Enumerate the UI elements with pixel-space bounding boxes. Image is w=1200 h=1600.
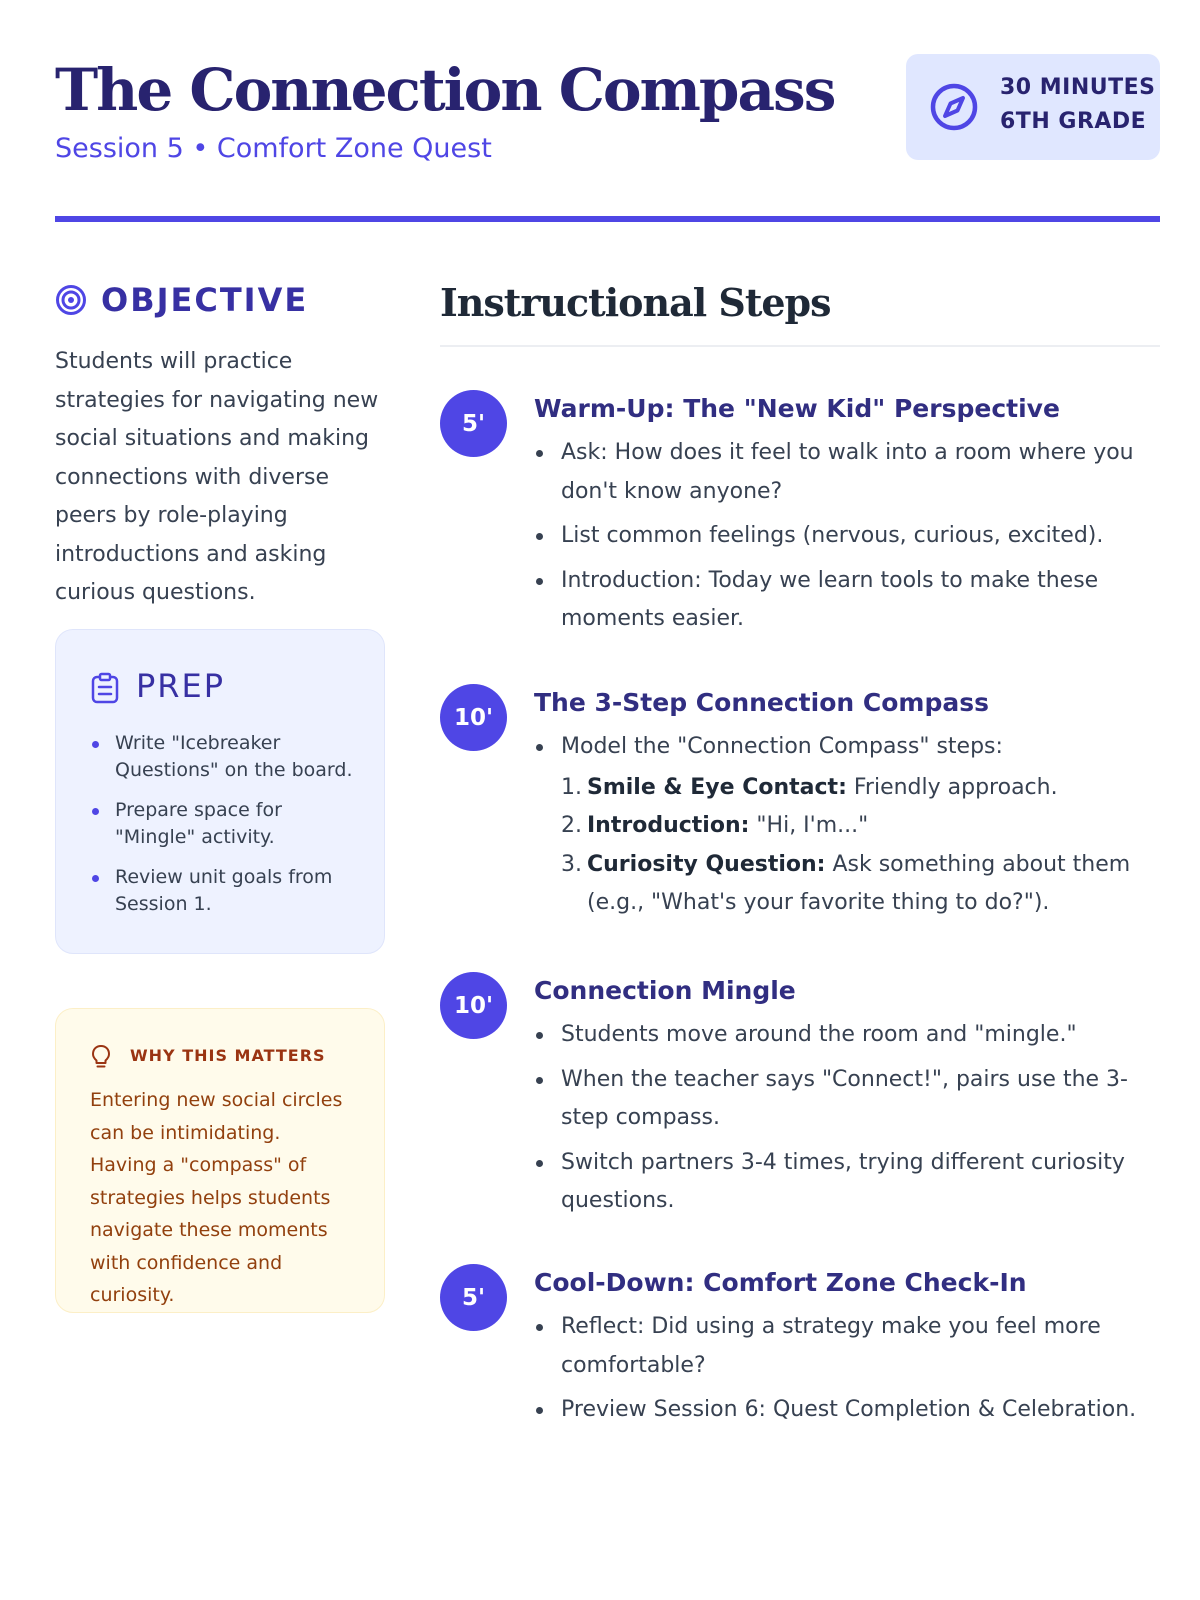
grade-label: 6TH GRADE xyxy=(1000,109,1147,134)
why-text: Entering new social circles can be intimidating. Having a "compass" of strategies helps students navigate these moments with confidence and curiosity. xyxy=(90,1089,343,1306)
prep-list xyxy=(90,730,360,931)
step-bullet: Reflect: Did using a strategy make you feel more comfortable? xyxy=(534,1308,1154,1385)
step-title: Cool-Down: Comfort Zone Check-In xyxy=(534,1268,1027,1297)
substep-item xyxy=(561,769,1154,808)
step-title: The 3-Step Connection Compass xyxy=(534,688,989,717)
substep-item xyxy=(561,846,1154,923)
header xyxy=(55,52,1160,164)
prep-item: Write "Icebreaker Questions" on the board. xyxy=(90,730,360,784)
why-card xyxy=(55,1008,385,1313)
meta-badge xyxy=(906,54,1160,160)
objective-label: OBJECTIVE xyxy=(101,281,309,319)
step-time-badge: 10' xyxy=(440,684,507,751)
substep-number: 1. xyxy=(561,774,582,800)
steps-heading: Instructional Steps xyxy=(440,280,831,325)
step-bullet: List common feelings (nervous, curious, excited). xyxy=(534,517,1154,556)
substep-item xyxy=(561,807,1154,846)
step-time-badge: 5' xyxy=(440,1264,507,1331)
step-bullets xyxy=(534,1016,1154,1227)
step-bullet: Preview Session 6: Quest Completion & Celebration. xyxy=(534,1391,1154,1430)
step-bullets xyxy=(534,728,1154,929)
prep-item: Review unit goals from Session 1. xyxy=(90,864,360,918)
substep-number: 2. xyxy=(561,813,582,838)
step-bullet: Introduction: Today we learn tools to make these moments easier. xyxy=(534,562,1154,639)
step-time-badge: 5' xyxy=(440,390,507,457)
lightbulb-icon xyxy=(90,1043,112,1071)
compass-substeps xyxy=(561,769,1154,923)
step-bullet-text: Model the "Connection Compass" steps: xyxy=(561,734,1003,759)
substep-number: 3. xyxy=(561,851,582,877)
clipboard-icon xyxy=(90,672,120,704)
page-title: The Connection Compass xyxy=(55,56,835,124)
prep-item: Prepare space for "Mingle" activity. xyxy=(90,797,360,851)
prep-card xyxy=(55,629,385,954)
step-time-badge: 10' xyxy=(440,972,507,1039)
step-bullet: Switch partners 3-4 times, trying different curiosity questions. xyxy=(534,1144,1154,1221)
substep-text: Friendly approach. xyxy=(846,774,1058,800)
step-bullets xyxy=(534,434,1154,645)
substep-term: Curiosity Question: xyxy=(587,851,826,877)
step-bullet: Students move around the room and "mingle." xyxy=(534,1016,1154,1055)
header-divider xyxy=(55,216,1160,222)
step-title: Connection Mingle xyxy=(534,976,796,1005)
step-title: Warm-Up: The "New Kid" Perspective xyxy=(534,394,1060,423)
substep-term: Introduction: xyxy=(587,813,750,838)
why-label: WHY THIS MATTERS xyxy=(130,1046,326,1065)
target-icon xyxy=(55,284,87,316)
step-bullet: When the teacher says "Connect!", pairs use the 3-step compass. xyxy=(534,1061,1154,1138)
objective-text: Students will practice strategies for navigating new social situations and making connections with diverse peers by role-playing introductions and asking curious questions. xyxy=(55,349,379,605)
duration-label: 30 MINUTES xyxy=(1000,75,1156,100)
step-bullet: Ask: How does it feel to walk into a room where you don't know anyone? xyxy=(534,434,1154,511)
substep-term: Smile & Eye Contact: xyxy=(587,774,847,800)
prep-label: PREP xyxy=(136,667,226,705)
steps-divider xyxy=(440,345,1160,347)
substep-text: Ask something about them (e.g., "What's your favorite thing to do?"). xyxy=(587,851,1131,915)
compass-icon xyxy=(928,81,980,133)
page-subtitle: Session 5 • Comfort Zone Quest xyxy=(55,133,492,164)
step-bullets xyxy=(534,1308,1154,1436)
substep-text: "Hi, I'm..." xyxy=(749,813,869,838)
step-bullet xyxy=(534,728,1154,923)
